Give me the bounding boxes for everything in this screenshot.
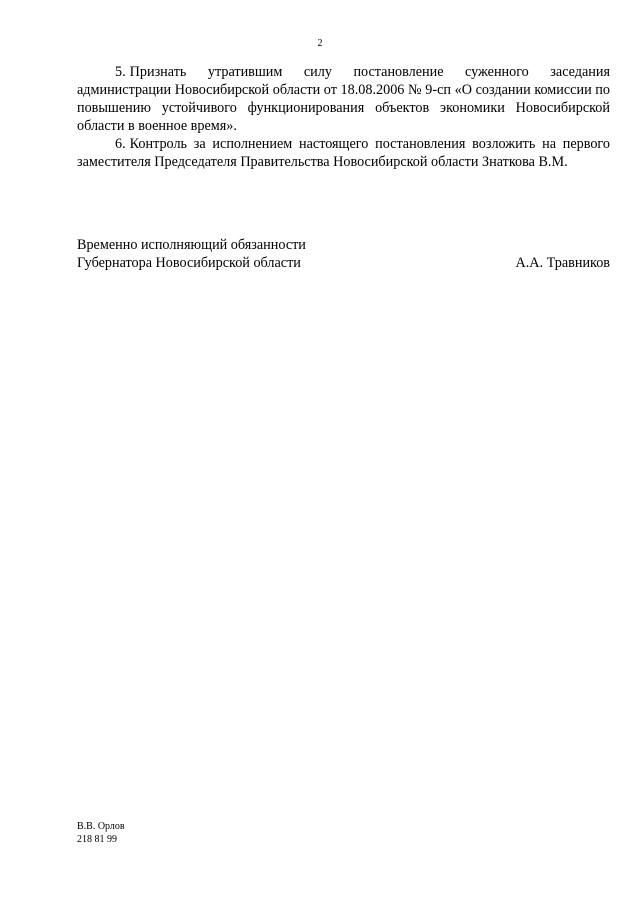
- signatory-name: А.А. Травников: [515, 255, 610, 271]
- paragraph-number: 5.: [115, 64, 126, 80]
- signature-title-line1: Временно исполняющий обязанности: [77, 237, 306, 253]
- footer-contact: [77, 820, 125, 846]
- paragraph-text: Контроль за исполнением настоящего постановления возложить на первого заместителя Председателя Правительства Новосибирской области Знаткова В.М.: [77, 136, 610, 170]
- footer-phone: 218 81 99: [77, 834, 117, 845]
- signature-block: [77, 236, 610, 272]
- paragraph-5: [77, 63, 610, 135]
- paragraph-text: Признать утратившим силу постановление суженного заседания администрации Новосибирской области от 18.08.2006 № 9-сп «О создании комиссии по повышению устойчивого функционирования объектов экономики Новосибирской области в военное время».: [77, 64, 610, 134]
- signature-title-line2: Губернатора Новосибирской области: [77, 255, 301, 271]
- paragraph-6: [77, 135, 610, 171]
- page-number: 2: [317, 38, 323, 49]
- signature-title-row: [77, 254, 610, 272]
- paragraph-number: 6.: [115, 136, 126, 152]
- document-body: [77, 63, 610, 171]
- footer-author: В.В. Орлов: [77, 821, 125, 832]
